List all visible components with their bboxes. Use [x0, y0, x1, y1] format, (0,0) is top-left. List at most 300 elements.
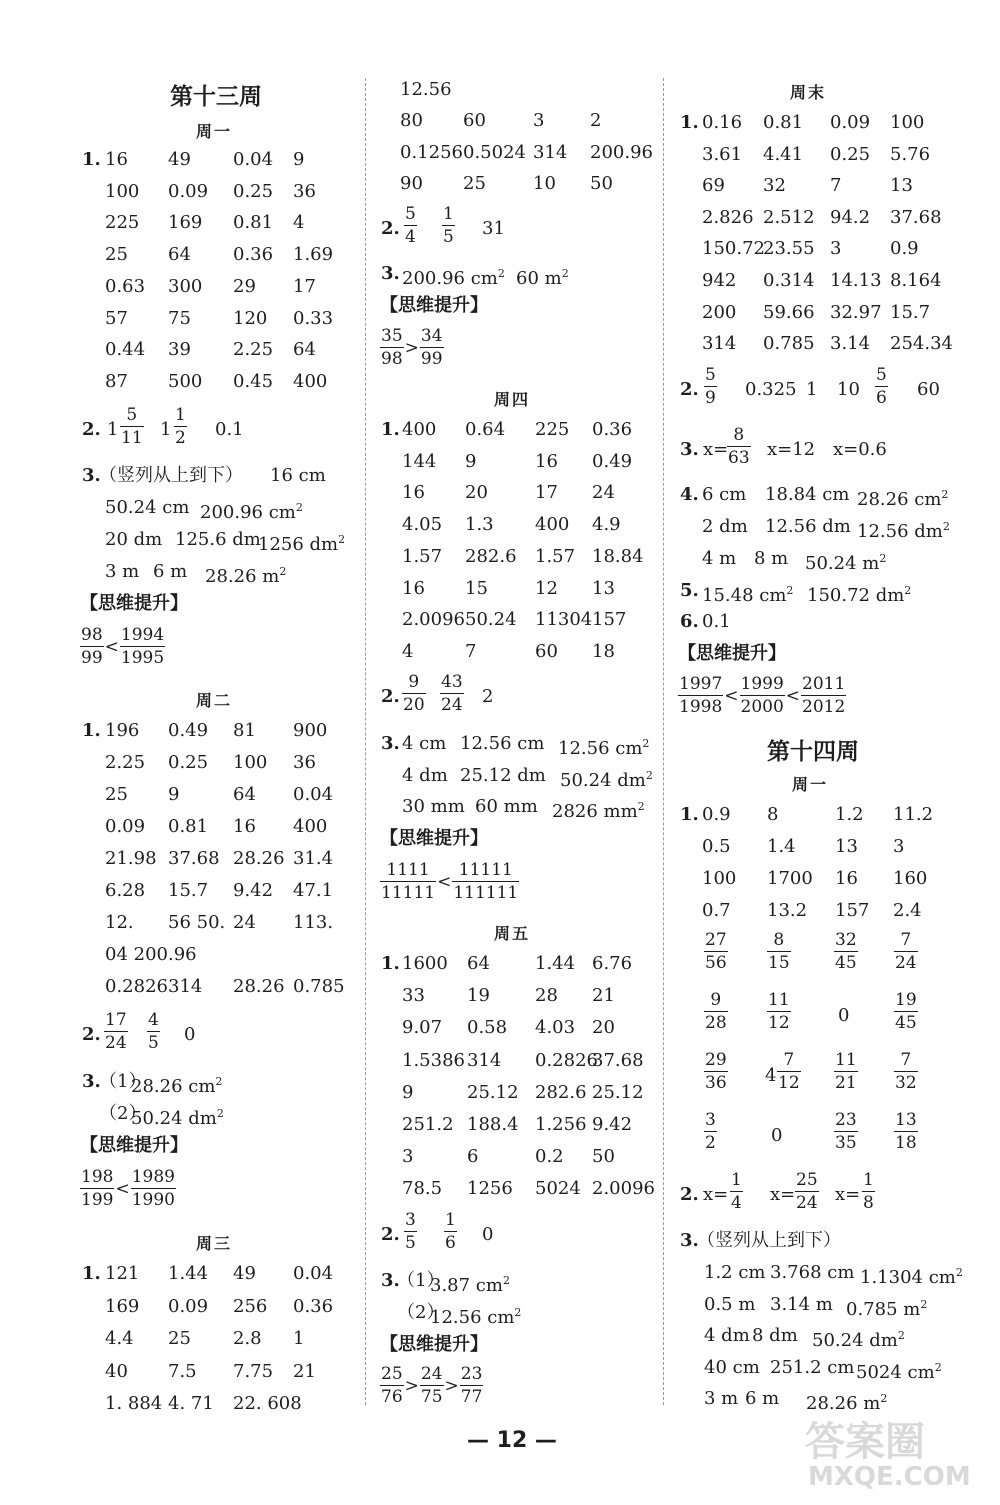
answer-length-value: 3 m [704, 1388, 739, 1409]
square-superscript: 2 [279, 565, 287, 578]
answer-length [105, 529, 162, 551]
heading-week-14: 第十四周 [767, 738, 859, 765]
answer-length-value: 6 cm [702, 484, 747, 505]
answer-area [857, 516, 950, 543]
square-superscript: 2 [497, 267, 505, 280]
fraction-denominator: 2 [705, 1133, 716, 1153]
answer-length-value: 30 mm [402, 796, 465, 817]
w13-mon-q1-cell: 17 [293, 275, 316, 297]
w13-tue-q1-cell: 900 [293, 720, 328, 741]
fraction-denominator: 21 [835, 1073, 857, 1093]
w13-mon-q1-cell: 120 [233, 307, 268, 329]
w13-fri-q1-cell: 2.0096 [592, 1178, 655, 1200]
weekend-q1-cell: 37.68 [890, 206, 942, 228]
answer-length-value: 4 dm [704, 1325, 750, 1346]
w13-mon-q1-cell: 400 [293, 370, 328, 392]
mixed-fraction [174, 405, 187, 448]
w13-fri-q1-cell: 0.2826 [535, 1049, 598, 1071]
comparison-operator: > [404, 1375, 419, 1396]
w13-tue-q1-cell: 2.25 [105, 752, 146, 773]
answer-length [704, 1357, 760, 1379]
equation: x= [835, 1184, 861, 1205]
w13-tue-q1-cell: 47.1 [293, 880, 334, 901]
fraction-denominator: 35 [835, 1133, 857, 1153]
fraction [380, 860, 436, 903]
q-number: 2. [381, 686, 400, 707]
fraction-numerator: 11 [835, 1050, 857, 1070]
w13-wed-q1-top-cell: 200.96 [590, 141, 653, 163]
answer-area [560, 765, 653, 792]
w13-wed-q1-bottom-cell: 2.8 [233, 1328, 262, 1350]
weekend-q1-cell: 13 [890, 175, 913, 197]
weekend-q1-cell: 314 [702, 333, 737, 355]
fraction-numerator: 9 [710, 990, 722, 1010]
w13-thu-q1-cell: 4.05 [402, 514, 443, 536]
answer-value: 0.1 [215, 419, 244, 440]
fraction-denominator: 8 [863, 1193, 874, 1213]
answer-area [552, 796, 645, 823]
weekend-q1-cell: 0.785 [763, 333, 815, 355]
fraction [767, 930, 791, 973]
answer-length [770, 1262, 854, 1284]
fraction [801, 674, 846, 717]
w13-tue-q1-cell: 25 [105, 784, 128, 805]
answer-area-value: 12.56 cm [430, 1307, 515, 1328]
w13-mon-q1-cell: 64 [168, 244, 191, 266]
w13-tue-q1-cell: 36 [293, 752, 316, 773]
fraction-denominator: 4 [731, 1193, 742, 1213]
fraction-numerator: 1 [731, 1170, 742, 1190]
w13-thu-q1-cell: 1.57 [402, 545, 443, 567]
w13-mon-q1-cell: 39 [168, 339, 191, 361]
fraction-numerator: 25 [381, 1364, 403, 1384]
heading-thursday: 周四 [494, 390, 531, 409]
fraction-denominator: 2 [175, 428, 186, 448]
fraction-numerator: 1 [863, 1170, 874, 1190]
w13-fri-q1-cell: 1.44 [535, 953, 576, 974]
weekend-q1-cell: 150.72 [702, 238, 765, 260]
w13-fri-q1-cell: 28 [535, 985, 558, 1007]
fraction [704, 365, 717, 408]
fraction-numerator: 1111 [386, 860, 430, 880]
weekend-q1-cell: 0.09 [830, 112, 871, 133]
q-number: 2. [82, 1024, 101, 1045]
answer-length-value: 251.2 cm [770, 1356, 855, 1378]
w13-wed-q1-top-cell: 25 [463, 173, 486, 194]
w13-wed-q1-bottom-cell: 256 [233, 1295, 268, 1317]
answer-area-value: 50.24 dm [560, 769, 646, 791]
fraction [894, 930, 918, 973]
weekend-q1-cell: 14.13 [830, 270, 882, 291]
w13-tue-q1-cell: 113. [293, 912, 334, 933]
w13-wed-q1-top-cell: 3 [533, 110, 545, 131]
column-divider-left [365, 78, 366, 1405]
fraction-numerator: 13 [895, 1110, 917, 1130]
w13-tue-q1-cell: 04 200.96 [105, 944, 197, 965]
fraction-denominator: 99 [420, 349, 443, 369]
weekend-q1-cell: 200 [702, 301, 737, 323]
fraction-denominator: 20 [403, 695, 425, 715]
answer-area-value: 3.87 cm [430, 1275, 503, 1296]
part-label: （2） [99, 1103, 147, 1124]
answer-value: 0 [482, 1224, 494, 1245]
square-superscript: 2 [295, 501, 303, 514]
fraction-numerator: 11 [768, 990, 790, 1010]
w13-tue-q1-cell: 21.98 [105, 848, 157, 869]
q-number: 2. [381, 218, 400, 239]
answer-length-value: 20 dm [105, 529, 163, 550]
w14-mon-q1-cell: 1.4 [767, 836, 796, 857]
answer-area-value: 28.26 m [205, 566, 280, 587]
answer-area [205, 561, 286, 588]
thinking-comparison [80, 1167, 176, 1210]
weekend-q1-cell: 4.41 [763, 143, 804, 165]
w13-wed-q1-bottom-cell: 1. 884 [105, 1393, 163, 1415]
fraction [404, 1210, 417, 1253]
w13-tue-q1-cell: 0.04 [293, 784, 334, 805]
w13-tue-q1-cell: 314 [168, 976, 203, 997]
answer-area-value: 28.26 m [806, 1393, 881, 1414]
fraction-denominator: 28 [705, 1013, 727, 1033]
w13-wed-q1-top-cell: 314 [533, 141, 568, 163]
w13-tue-q1-cell: 37.68 [168, 848, 220, 869]
answer-area [430, 1270, 510, 1297]
weekend-q1-cell: 3.61 [702, 143, 743, 165]
answer-value: 60 [917, 379, 940, 400]
w13-thu-q1-cell: 16 [402, 577, 425, 599]
weekend-q1-cell: 32 [763, 175, 786, 197]
w13-wed-q1-top-cell: 50 [590, 173, 613, 194]
w13-fri-q1-cell: 64 [467, 953, 490, 974]
answer-area-value: 12.56 dm [857, 521, 943, 542]
w13-fri-q1-cell: 1600 [402, 953, 448, 974]
answer-length [752, 1325, 798, 1347]
fraction [727, 425, 751, 468]
fraction-numerator: 23 [460, 1364, 483, 1384]
fraction-numerator: 43 [441, 672, 463, 692]
fraction [704, 930, 728, 973]
answer-area-value: 2826 mm [552, 801, 638, 822]
answer-length [105, 561, 139, 583]
thinking-comparison [380, 1364, 483, 1407]
w13-fri-q1-cell: 1256 [467, 1178, 513, 1200]
answer-area [558, 733, 649, 760]
w13-fri-q1-cell: 5024 [535, 1178, 581, 1200]
w13-thu-q1-cell: 24 [592, 482, 615, 504]
fraction [104, 1010, 128, 1053]
q-number: 3. [680, 1230, 699, 1251]
w13-mon-q1-cell: 500 [168, 370, 203, 392]
w13-tue-q1-cell: 100 [233, 752, 268, 773]
weekend-q1-cell: 32.97 [830, 301, 882, 323]
weekend-q1-cell: 2.826 [702, 206, 754, 228]
w13-tue-q1-cell: 400 [293, 816, 328, 837]
w13-thu-q1-cell: 1.3 [465, 514, 494, 536]
answer-length [704, 1262, 766, 1284]
q-number: 6. [680, 611, 699, 632]
w14-mon-q1-cell: 8 [767, 804, 779, 825]
answer-area [856, 1357, 942, 1384]
w13-mon-q1-cell: 0.81 [233, 212, 274, 234]
watermark-logo: 答案圈 [805, 1419, 925, 1465]
answer-length [765, 516, 851, 538]
w13-thu-q1-cell: 225 [535, 419, 570, 440]
fraction-numerator: 7 [900, 930, 912, 950]
w13-fri-q1-cell: 78.5 [402, 1178, 443, 1200]
w13-thu-q1-cell: 400 [402, 419, 437, 440]
w13-mon-q1-cell: 0.44 [105, 339, 146, 361]
answer-length [105, 497, 189, 519]
fraction-numerator: 27 [705, 930, 727, 950]
answer-length [770, 1294, 833, 1316]
answer-area-value: 0.785 m [846, 1298, 921, 1320]
w14-mon-q1-cell: 13 [835, 836, 858, 857]
fraction-denominator: 63 [728, 448, 750, 468]
q-number: 2. [381, 1224, 400, 1245]
fraction [704, 1110, 717, 1153]
answer-length [175, 529, 261, 551]
comparison-operator: < [724, 685, 739, 706]
w13-wed-q1-top-cell: 60 [463, 110, 486, 131]
w14-mon-q1-cell: 0.5 [702, 836, 731, 857]
fraction-numerator: 2011 [802, 674, 846, 694]
square-superscript: 2 [920, 1297, 928, 1311]
square-superscript: 2 [216, 1107, 224, 1120]
fraction-numerator: 17 [105, 1010, 127, 1030]
answer-area [258, 529, 345, 556]
square-superscript: 2 [880, 1392, 888, 1405]
answer-area-value: 28.26 cm [857, 489, 942, 510]
fraction [120, 625, 165, 668]
weekend-q1-cell: 94.2 [830, 206, 871, 228]
w13-mon-q1-cell: 0.45 [233, 370, 274, 392]
fraction-denominator: 9 [705, 388, 716, 408]
fraction [460, 1364, 484, 1407]
w14-mon-q1-cell: 0.9 [702, 804, 731, 825]
note: （竖列从上到下） [697, 1230, 841, 1251]
w13-wed-q1-bottom-cell: 169 [105, 1295, 140, 1317]
answer-length-value: 4 dm [402, 764, 448, 786]
answer-length [702, 548, 736, 570]
w13-thu-q1-cell: 400 [535, 514, 570, 536]
w13-fri-q1-cell: 25.12 [467, 1081, 519, 1103]
w13-mon-q1-cell: 25 [105, 244, 128, 266]
w13-wed-q1-top-cell: 90 [400, 173, 423, 194]
fraction-numerator: 34 [420, 326, 443, 346]
fraction-numerator: 1989 [131, 1167, 175, 1187]
fraction [894, 1050, 918, 1093]
q-number: 1. [82, 1263, 101, 1284]
fraction [894, 990, 918, 1033]
q-number: 2. [680, 379, 699, 400]
fraction-numerator: 5 [126, 405, 138, 425]
w13-thu-q1-cell: 0.36 [592, 419, 633, 440]
fraction-denominator: 11111 [381, 883, 436, 903]
mixed-fraction [777, 1050, 801, 1093]
w14-mon-q1-cell: 160 [893, 868, 928, 889]
equation: x=12 [767, 439, 816, 460]
part-label: （2） [397, 1302, 445, 1323]
w13-wed-q1-top-cell: 0.1256 [400, 141, 463, 163]
fraction-denominator: 15 [768, 953, 790, 973]
answer-value: 1 [806, 379, 818, 400]
fraction-numerator: 1994 [120, 625, 165, 645]
answer-length-value: 0.5 m [704, 1293, 756, 1315]
w14-mon-q1-cell: 100 [702, 868, 737, 889]
heading-monday: 周一 [196, 122, 233, 141]
w13-tue-q1-cell: 196 [105, 720, 140, 741]
w13-thu-q1-cell: 17 [535, 482, 558, 504]
w13-wed-q1-top-cell: 2 [590, 110, 602, 131]
w14-mon-q1-cell: 1.2 [835, 804, 864, 825]
w13-wed-q1-bottom-cell: 4.4 [105, 1328, 134, 1350]
fraction-denominator: 6 [876, 388, 887, 408]
square-superscript: 2 [786, 584, 794, 597]
w13-thu-q1-cell: 1.57 [535, 545, 576, 567]
q-number: 1. [680, 804, 699, 825]
w13-thu-q1-cell: 0.49 [592, 450, 633, 472]
fraction-numerator: 25 [796, 1170, 818, 1190]
thinking-label: 【思维提升】 [80, 593, 188, 614]
answer-area-value: 12.56 cm [558, 738, 643, 759]
q-number: 5. [680, 580, 699, 601]
fraction-denominator: 11 [121, 428, 143, 448]
mixed-whole: 4 [765, 1065, 777, 1086]
w13-thu-q1-cell: 18.84 [592, 545, 644, 567]
fraction [380, 326, 404, 369]
fraction-denominator: 24 [105, 1033, 127, 1053]
fraction [740, 674, 785, 717]
fraction-numerator: 23 [835, 1110, 857, 1130]
answer-length [402, 765, 448, 787]
fraction [795, 1170, 819, 1213]
w13-fri-q1-cell: 9 [402, 1081, 414, 1103]
fraction-denominator: 2012 [802, 697, 846, 717]
fraction [678, 674, 723, 717]
w13-wed-q1-bottom-cell: 121 [105, 1263, 140, 1284]
answer-area-value: 15.48 cm [702, 585, 787, 606]
fraction-denominator: 5 [148, 1033, 159, 1053]
mixed-whole: 1 [107, 419, 119, 440]
answer-area-value: 150.72 dm [807, 585, 905, 606]
w13-mon-q1-cell: 0.09 [168, 180, 209, 202]
answer-length [475, 796, 538, 818]
w13-tue-q1-cell: 81 [233, 720, 256, 741]
w13-wed-q1-bottom-cell: 1.44 [168, 1263, 209, 1284]
q-number: 2. [680, 1184, 699, 1205]
answer-length-value: 60 mm [475, 796, 538, 817]
fraction-denominator: 5 [405, 1233, 416, 1253]
w13-mon-q1-cell: 0.04 [233, 149, 274, 170]
w13-mon-q1-cell: 64 [293, 339, 316, 361]
fraction-denominator: 18 [895, 1133, 917, 1153]
comparison-operator: > [444, 1375, 459, 1396]
w13-mon-q1-cell: 57 [105, 307, 128, 329]
answer-area-value: 50.24 m [805, 553, 880, 574]
w13-fri-q1-cell: 9.07 [402, 1017, 443, 1039]
answer-length [460, 765, 546, 787]
fraction-denominator: 24 [895, 953, 917, 973]
watermark-url: MXQE.COM [808, 1462, 971, 1492]
answer-length-value: 4 m [702, 548, 737, 569]
w13-thu-q1-cell: 12 [535, 577, 558, 599]
square-superscript: 2 [215, 1075, 223, 1088]
thinking-label: 【思维提升】 [380, 295, 488, 316]
fraction-numerator: 1997 [679, 674, 723, 694]
fraction-numerator: 1 [175, 405, 186, 425]
answer-value: 12.56 [400, 79, 452, 100]
w13-tue-q1-cell: 0.25 [168, 752, 209, 773]
thinking-label: 【思维提升】 [380, 1334, 488, 1355]
w13-fri-q1-cell: 188.4 [467, 1114, 519, 1135]
w13-tue-q1-cell: 24 [233, 912, 256, 933]
w13-thu-q1-cell: 9 [465, 450, 477, 472]
answer-length-value: 3.768 cm [770, 1262, 855, 1283]
fraction-numerator: 3 [705, 1110, 716, 1130]
fraction-denominator: 75 [420, 1387, 443, 1407]
square-superscript: 2 [502, 1274, 510, 1287]
answer-area [131, 1071, 222, 1098]
weekend-q1-cell: 0.81 [763, 112, 804, 133]
fraction-numerator: 5 [405, 204, 416, 224]
w13-mon-q1-cell: 300 [168, 275, 203, 297]
fraction-denominator: 77 [460, 1387, 483, 1407]
answer-area-value: 50.24 dm [812, 1330, 898, 1351]
w13-fri-q1-cell: 6.76 [592, 953, 633, 974]
comparison-operator: < [785, 685, 801, 706]
w13-thu-q1-cell: 15 [465, 577, 488, 599]
q-number: 1. [680, 112, 699, 133]
thinking-label: 【思维提升】 [380, 828, 488, 849]
weekend-q1-cell: 7 [830, 175, 842, 197]
q-number: 1. [82, 720, 101, 741]
answer-area [131, 1103, 224, 1130]
answer-length-value: 8 m [754, 548, 789, 569]
answer-length-value: 1.2 cm [704, 1262, 766, 1283]
w13-mon-q1-cell: 4 [293, 212, 305, 234]
w13-fri-q1-cell: 282.6 [535, 1081, 587, 1103]
answer-area-value: 200.96 cm [402, 268, 498, 289]
q-number: 1. [381, 953, 400, 974]
w13-wed-q1-bottom-cell: 0.36 [293, 1295, 334, 1317]
w13-mon-q1-cell: 49 [168, 149, 191, 170]
w13-fri-q1-cell: 25.12 [592, 1081, 644, 1103]
answer-length-value: 4 cm [402, 733, 447, 754]
w13-wed-q1-bottom-cell: 40 [105, 1360, 128, 1382]
q-number: 3. [381, 1270, 400, 1291]
w13-mon-q1-cell: 9 [293, 149, 305, 170]
fraction [834, 1050, 858, 1093]
fraction-denominator: 24 [796, 1193, 818, 1213]
w13-fri-q1-cell: 33 [402, 985, 425, 1007]
fraction-denominator: 45 [895, 1013, 917, 1033]
square-superscript: 2 [514, 1306, 522, 1319]
weekend-q1-cell: 0.314 [763, 270, 815, 291]
thinking-comparison [380, 860, 519, 903]
square-superscript: 2 [637, 800, 645, 813]
w13-wed-q1-bottom-cell: 49 [233, 1263, 256, 1284]
w13-thu-q1-cell: 157 [592, 609, 627, 631]
fraction [730, 1170, 743, 1213]
answer-value: 0.325 [745, 379, 797, 400]
answer-value: 0 [771, 1125, 783, 1146]
fraction-numerator: 1 [443, 204, 454, 224]
w13-thu-q1-cell: 20 [465, 482, 488, 504]
w13-thu-q1-cell: 7 [465, 640, 477, 662]
fraction [420, 1364, 444, 1407]
w13-thu-q1-cell: 282.6 [465, 545, 517, 567]
square-superscript: 2 [934, 1360, 942, 1374]
